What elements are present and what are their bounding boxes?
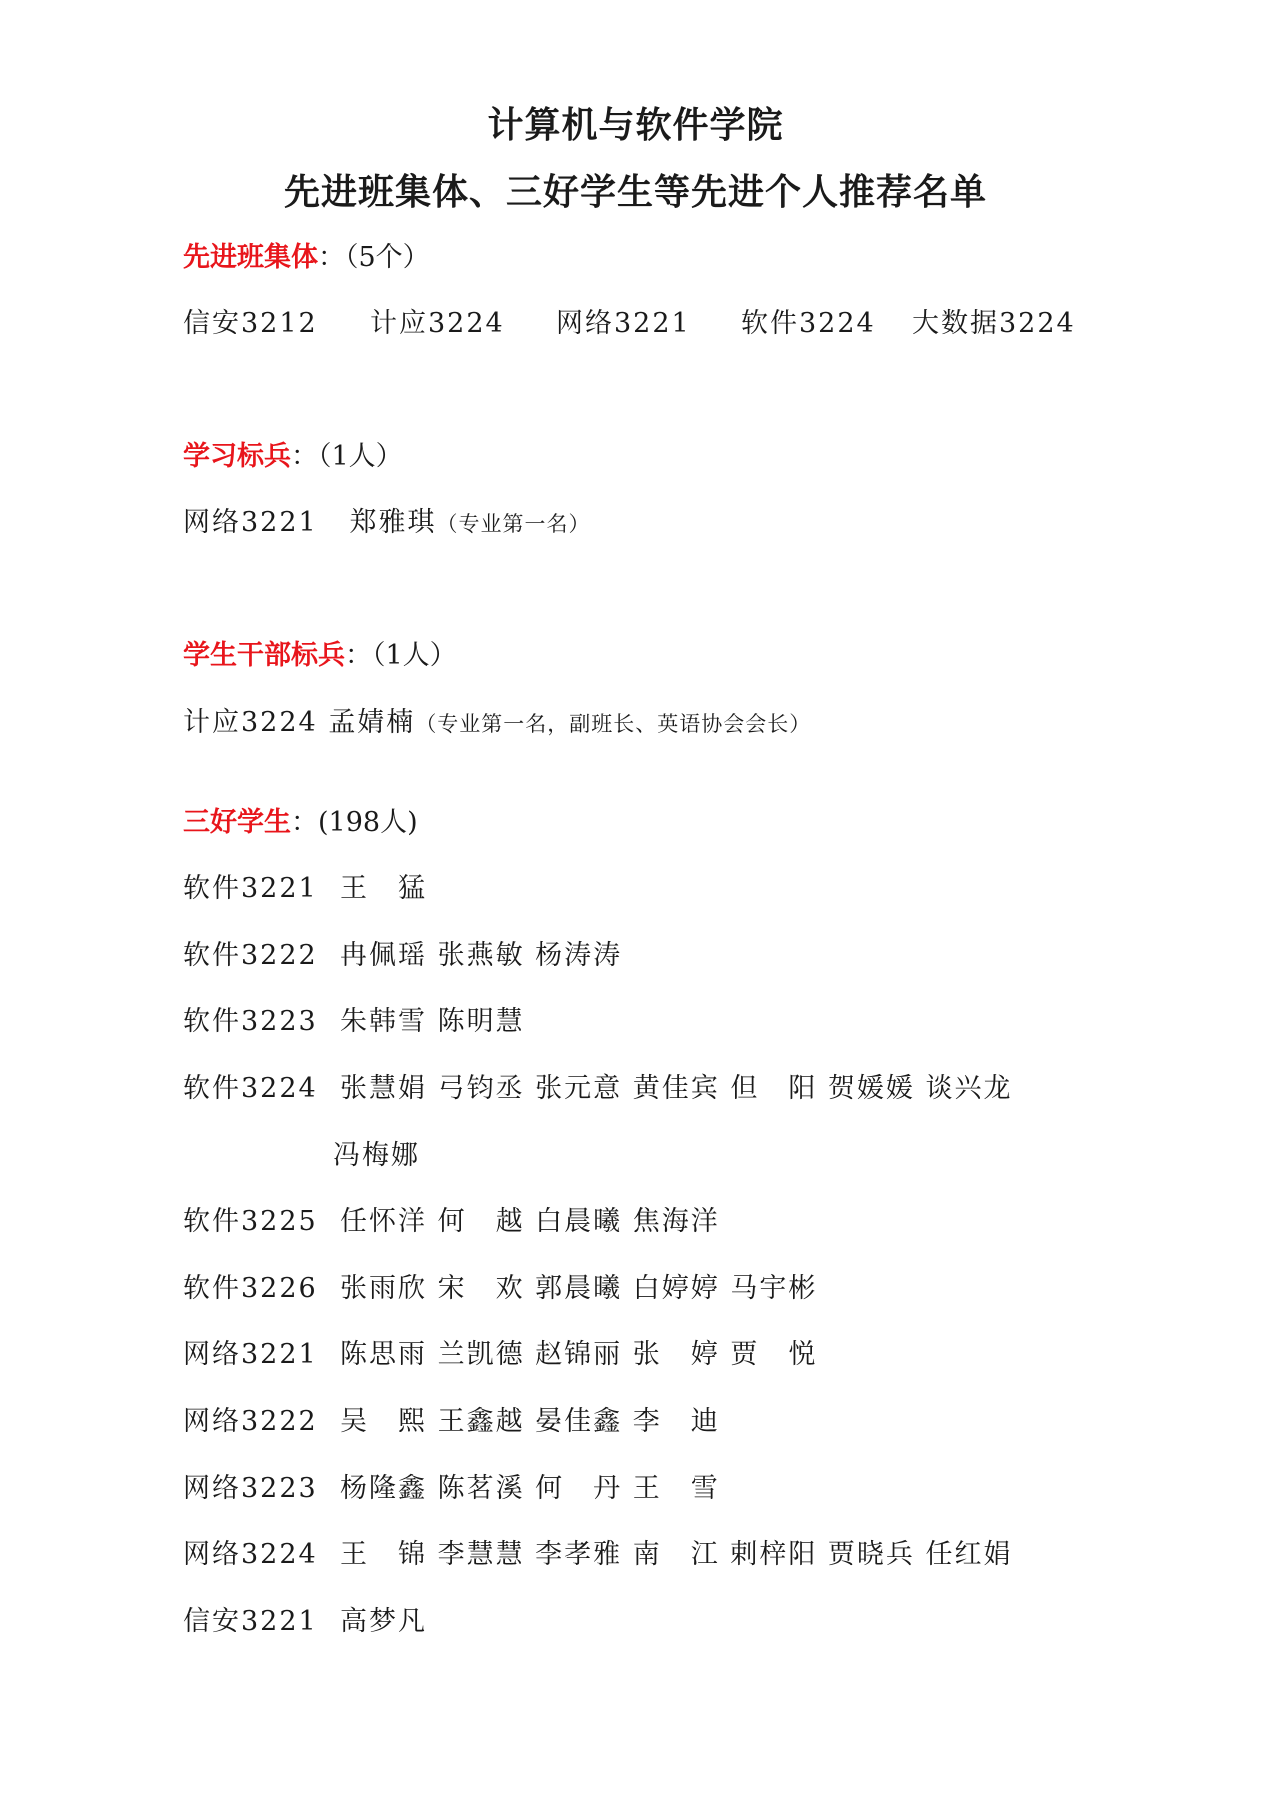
list-item [183, 1538, 1083, 1572]
note: （专业第一名，副班长、英语协会会长） [415, 712, 812, 736]
class-name: 网络3222 [183, 1406, 318, 1437]
class-name: 网络3221 [183, 507, 318, 538]
class-name: 软件3222 [183, 940, 318, 971]
class-name: 计应3224 [183, 707, 318, 738]
class-name: 软件3223 [183, 1006, 318, 1037]
class-name: 软件3225 [183, 1206, 318, 1237]
class-name: 网络3223 [183, 1473, 318, 1504]
list-item [183, 872, 1083, 906]
list-item [183, 1272, 1083, 1306]
section-label: 学生干部标兵 [183, 640, 345, 671]
student-names: 冯梅娜 [333, 1140, 420, 1171]
list-item [183, 1472, 1083, 1506]
section-count: ：（5个） [318, 242, 430, 273]
student-names: 朱韩雪 陈明慧 [340, 1006, 525, 1037]
section-label: 三好学生 [183, 807, 291, 838]
student-name: 孟婧楠 [328, 707, 416, 738]
list-item [183, 939, 1083, 973]
student-names: 吴 熙 王鑫越 晏佳鑫 李 迪 [340, 1406, 720, 1437]
student-names: 冉佩瑶 张燕敏 杨涛涛 [340, 940, 623, 971]
merit-students-heading [183, 806, 418, 840]
section-count: ：（1人） [345, 640, 457, 671]
student-name: 郑雅琪 [349, 507, 437, 538]
study-model-heading [183, 440, 403, 474]
cadre-model-entry [183, 706, 811, 741]
class-item: 软件3224 [741, 308, 876, 339]
page-subtitle: 先进班集体、三好学生等先进个人推荐名单 [283, 171, 987, 213]
class-item: 计应3224 [370, 308, 505, 339]
student-names: 张雨欣 宋 欢 郭晨曦 白婷婷 马宇彬 [340, 1273, 818, 1304]
section-label: 先进班集体 [183, 242, 318, 273]
class-name: 网络3221 [183, 1339, 318, 1370]
class-item: 信安3212 [183, 308, 318, 339]
class-name: 软件3226 [183, 1273, 318, 1304]
class-name: 软件3221 [183, 873, 318, 904]
class-item: 大数据3224 [912, 308, 1076, 339]
student-names: 杨隆鑫 陈茗溪 何 丹 王 雪 [340, 1473, 720, 1504]
section-count: ：(198人) [291, 807, 418, 838]
list-item [183, 1405, 1083, 1439]
list-item [183, 1139, 1083, 1173]
study-model-entry [183, 506, 590, 541]
list-item [183, 1072, 1083, 1106]
section-label: 学习标兵 [183, 441, 291, 472]
section-count: ：（1人） [291, 441, 403, 472]
list-item [183, 1605, 1083, 1639]
student-names: 高梦凡 [340, 1606, 427, 1637]
advanced-classes-heading [183, 241, 430, 275]
page-title: 计算机与软件学院 [487, 104, 784, 146]
student-names: 王 猛 [340, 873, 427, 904]
student-names: 陈思雨 兰凯德 赵锦丽 张 婷 贾 悦 [340, 1339, 818, 1370]
student-names: 王 锦 李慧慧 李孝雅 南 江 剌梓阳 贾晓兵 任红娟 [340, 1539, 1013, 1570]
list-item [183, 1205, 1083, 1239]
cadre-model-heading [183, 639, 457, 673]
list-item [183, 1338, 1083, 1372]
list-item [183, 1005, 1083, 1039]
class-name: 软件3224 [183, 1073, 318, 1104]
class-name: 信安3221 [183, 1606, 318, 1637]
class-item: 网络3221 [556, 308, 691, 339]
class-name: 网络3224 [183, 1539, 318, 1570]
note: （专业第一名） [436, 512, 591, 536]
student-names: 张慧娟 弓钧丞 张元意 黄佳宾 但 阳 贺媛媛 谈兴龙 [340, 1073, 1013, 1104]
student-names: 任怀洋 何 越 白晨曦 焦海洋 [340, 1206, 720, 1237]
